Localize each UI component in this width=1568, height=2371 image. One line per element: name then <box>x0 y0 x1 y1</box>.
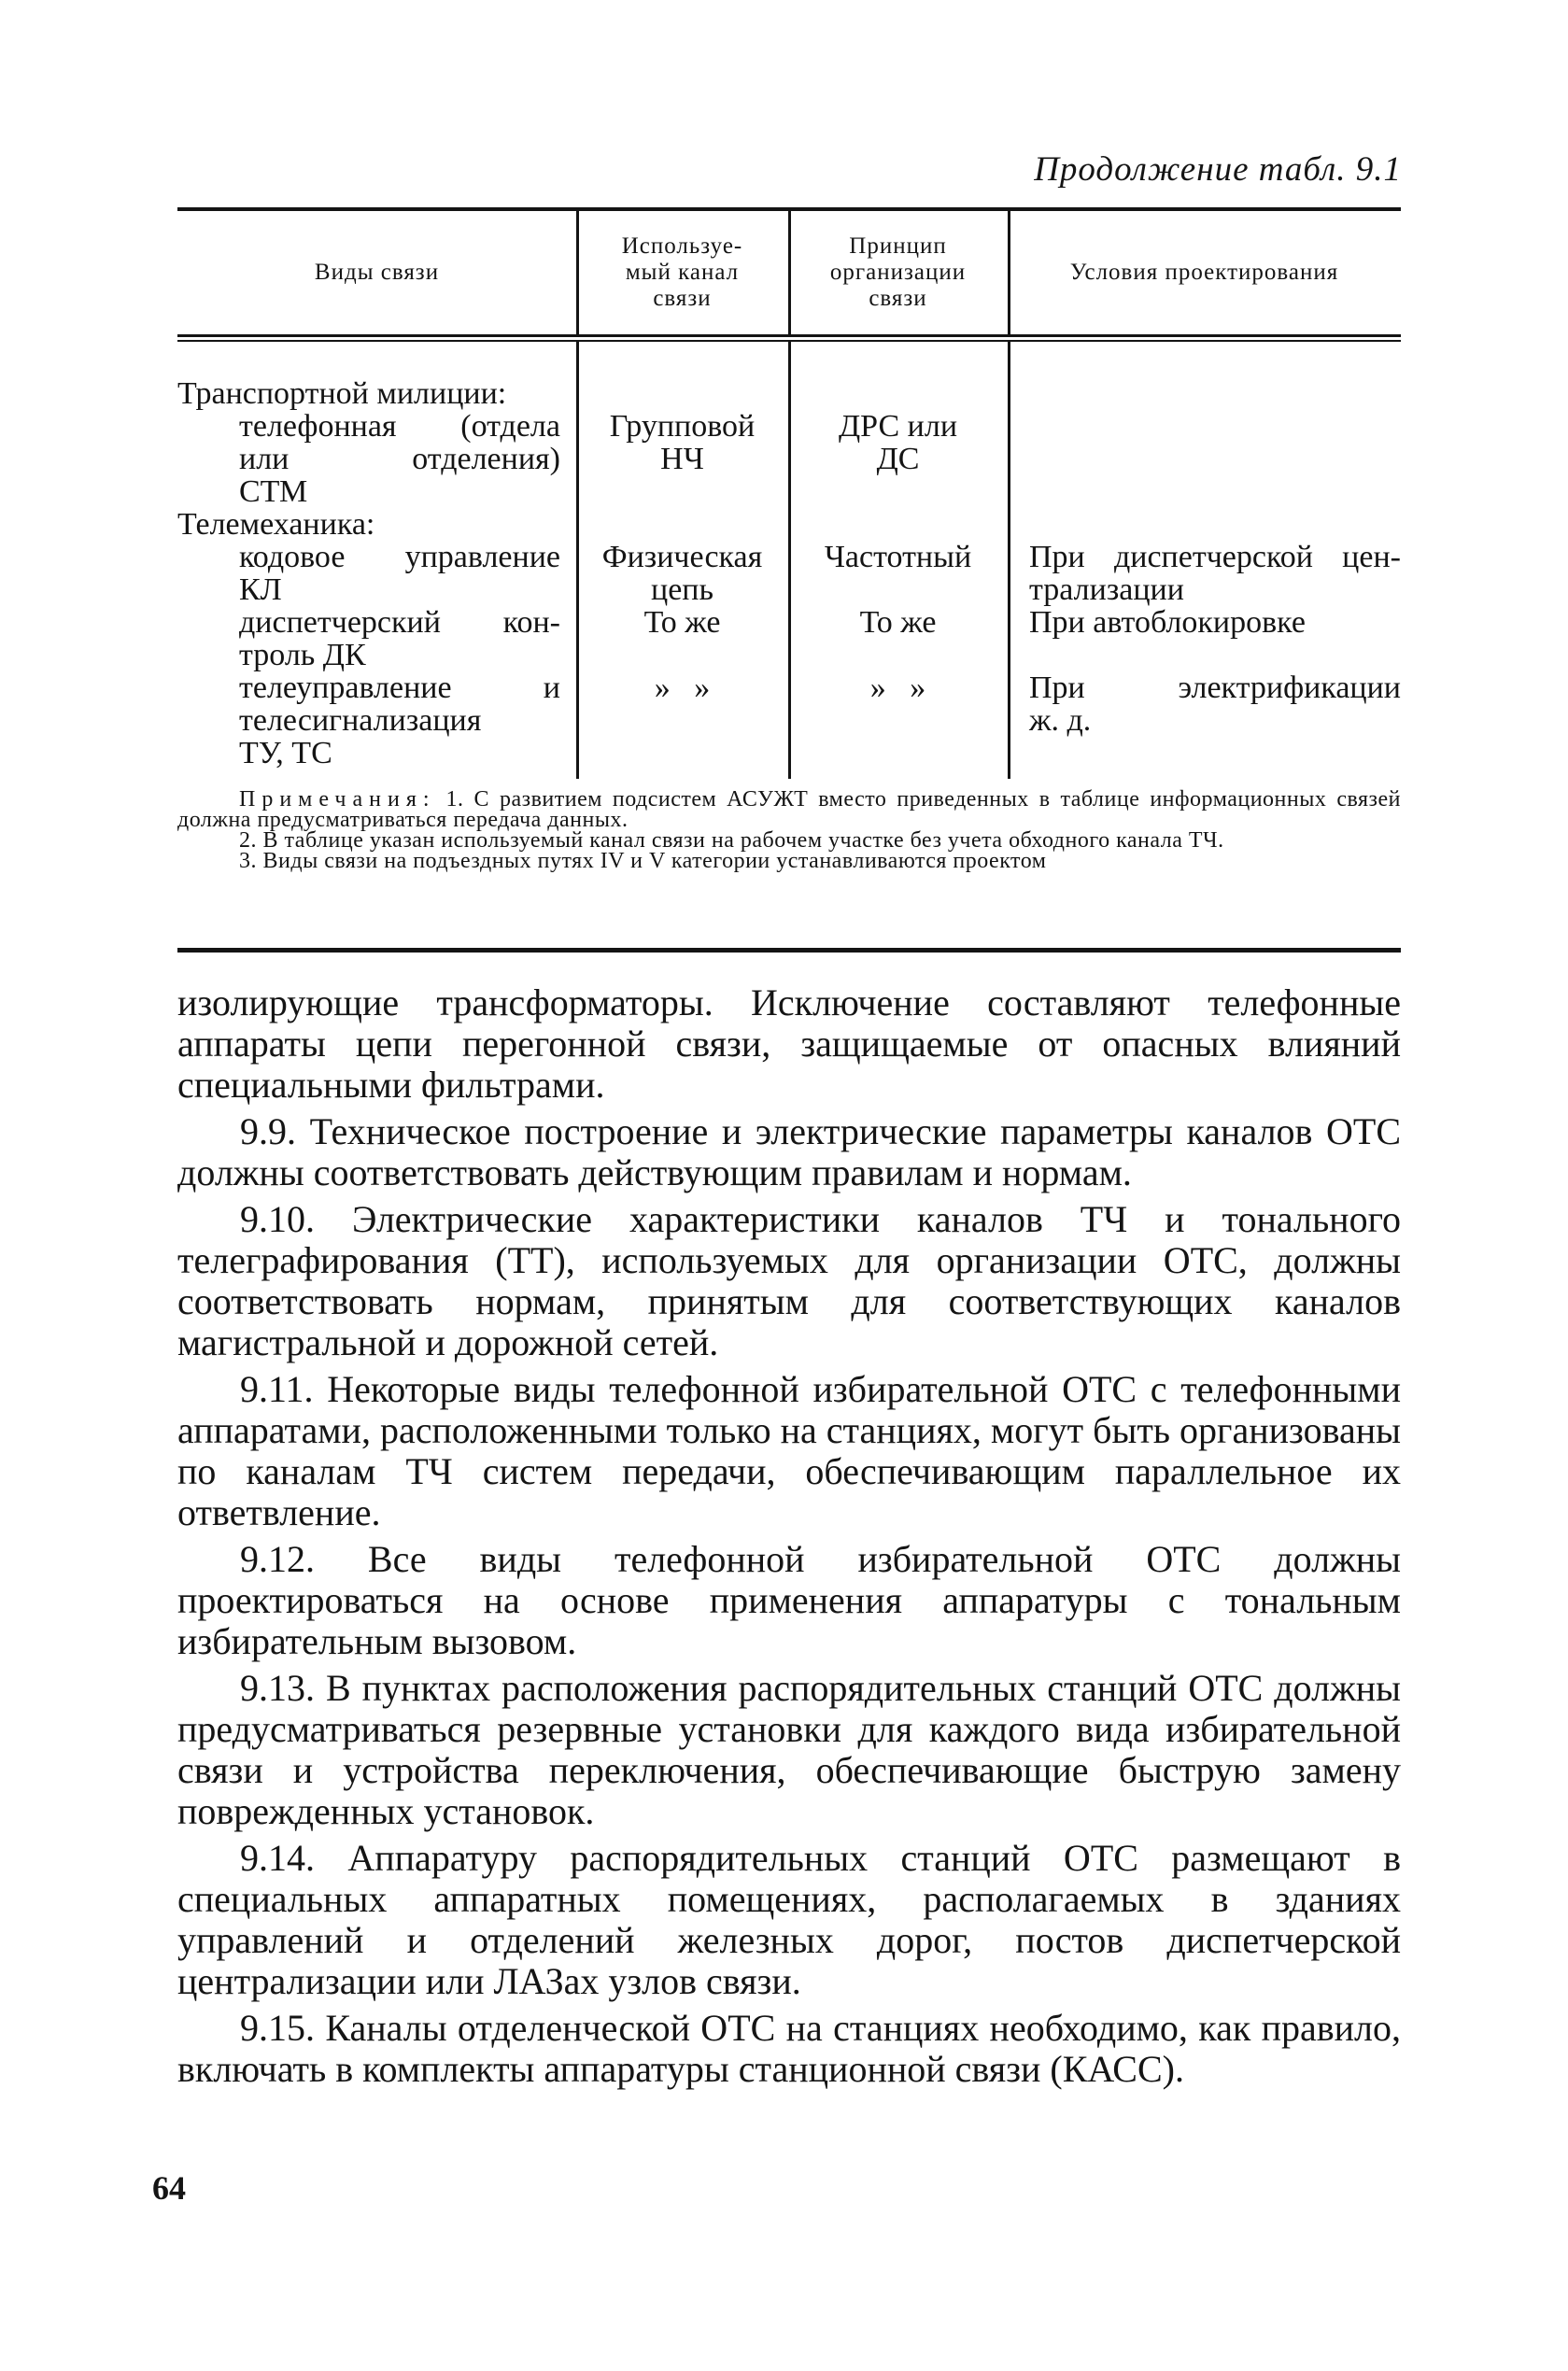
cell-line: ж. д. <box>1029 703 1092 738</box>
header-principle: Принцип организации связи <box>829 233 967 311</box>
cell-line: троль ДК <box>239 638 366 672</box>
channel-cell <box>576 541 788 606</box>
principle-cell: Частотный <box>824 540 972 574</box>
note-text: 1. С развитием подсистем АСУЖТ вместо приведенных в таблице информационных связей должна предусматриваться передача данных. <box>177 787 1402 832</box>
principle-cell: То же <box>859 605 937 640</box>
cell-line: ТУ, ТС <box>239 736 332 770</box>
communication-types-table <box>177 207 1401 781</box>
cell-line: ДРС или <box>838 409 958 444</box>
conditions-cell <box>1029 541 1401 606</box>
cell-line: телеуправление и <box>239 670 560 705</box>
notes-label: Примечания: <box>239 787 436 812</box>
row-group-heading: Транспортной милиции: <box>177 376 507 411</box>
table-header <box>177 211 1401 334</box>
paragraph: изолирующие трансформаторы. Исключение составляют телефонные аппараты цепи перегонной связи, защищаемые от опасных влияний специальными фильтрами. <box>177 981 1401 1106</box>
paragraph-9-14: 9.14. Аппаратуру распорядительных станций ОТС размещают в специальных аппаратных помещениях, располагаемых в зданиях управлений и отделений железных дорог, постов диспетчерской централизации или ЛАЗах узлов связи. <box>177 1837 1401 2002</box>
note-1 <box>177 789 1401 830</box>
cell-line: трализации <box>1029 572 1184 607</box>
table-notes <box>177 789 1401 871</box>
header-bottom-rule <box>177 334 1401 342</box>
note-2: 2. В таблице указан используемый канал связи на рабочем участке без учета обходного канала ТЧ. <box>239 828 1224 853</box>
cell-line: телефонная (отдела <box>239 409 560 444</box>
cell-line: При диспетчерской цен- <box>1029 540 1401 574</box>
header-channel: Используе- мый канал связи <box>621 233 743 311</box>
paragraph-9-10: 9.10. Электрические характеристики каналов ТЧ и тонального телеграфирования (ТТ), используемых для организации ОТС, должны соответствовать нормам, принятым для соответствующих каналов магистральной и дорожной сетей. <box>177 1198 1401 1363</box>
paragraph-9-13: 9.13. В пунктах расположения распорядительных станций ОТС должны предусматриваться резервные установки для каждого вида избирательной связи и устройства переключения, обеспечивающие быструю замену поврежденных установок. <box>177 1667 1401 1832</box>
cell-line: телесигнализация <box>239 703 482 738</box>
cell-line: Физическая <box>601 540 763 574</box>
cell-line: СТМ <box>239 474 308 509</box>
notes-bottom-rule <box>177 948 1401 953</box>
cell-line: НЧ <box>660 442 704 476</box>
channel-cell <box>576 410 788 475</box>
paragraph-9-15: 9.15. Каналы отделенческой ОТС на станциях необходимо, как правило, включать в комплекты аппаратуры станционной связи (КАСС). <box>177 2007 1401 2090</box>
conditions-cell: При автоблокировке <box>1029 605 1306 640</box>
table-row <box>177 377 560 769</box>
note-3: 3. Виды связи на подъездных путях IV и V категории устанавливаются проектом <box>239 849 1047 873</box>
channel-cell: » » <box>654 670 711 705</box>
channel-cell: То же <box>643 605 721 640</box>
column-divider <box>1008 342 1010 779</box>
cell-line: При электрификации <box>1029 670 1401 705</box>
paragraph-9-11: 9.11. Некоторые виды телефонной избирательной ОТС с телефонными аппаратами, расположенными только на станциях, могут быть организованы по каналам ТЧ систем передачи, обеспечивающим параллельное их ответвление. <box>177 1368 1401 1533</box>
page-number: 64 <box>152 2169 186 2207</box>
header-divider <box>1008 211 1010 334</box>
header-types: Виды связи <box>314 260 440 285</box>
table-body <box>177 342 1401 781</box>
cell-line: диспетчерский кон- <box>239 605 560 640</box>
cell-line: ДС <box>876 442 920 476</box>
header-conditions: Условия проектирования <box>1069 260 1339 285</box>
body-text <box>177 982 1401 2096</box>
cell-line: КЛ <box>239 572 282 607</box>
principle-cell <box>788 410 1008 475</box>
header-divider <box>576 211 579 334</box>
cell-line: цепь <box>651 572 713 607</box>
cell-line: кодовое управление <box>239 540 560 574</box>
table-continuation-caption: Продолжение табл. 9.1 <box>1034 150 1402 189</box>
row-group-heading: Телемеханика: <box>177 507 375 542</box>
header-divider <box>788 211 791 334</box>
paragraph-9-12: 9.12. Все виды телефонной избирательной ОТС должны проектироваться на основе применения аппаратуры с тональным избирательным вызовом. <box>177 1538 1401 1662</box>
paragraph-9-9: 9.9. Техническое построение и электрические параметры каналов ОТС должны соответствовать действующим правилам и нормам. <box>177 1110 1401 1193</box>
principle-cell: » » <box>869 670 926 705</box>
cell-line: Групповой <box>609 409 756 444</box>
cell-line: или отделения) <box>239 442 560 476</box>
conditions-cell <box>1029 671 1401 737</box>
